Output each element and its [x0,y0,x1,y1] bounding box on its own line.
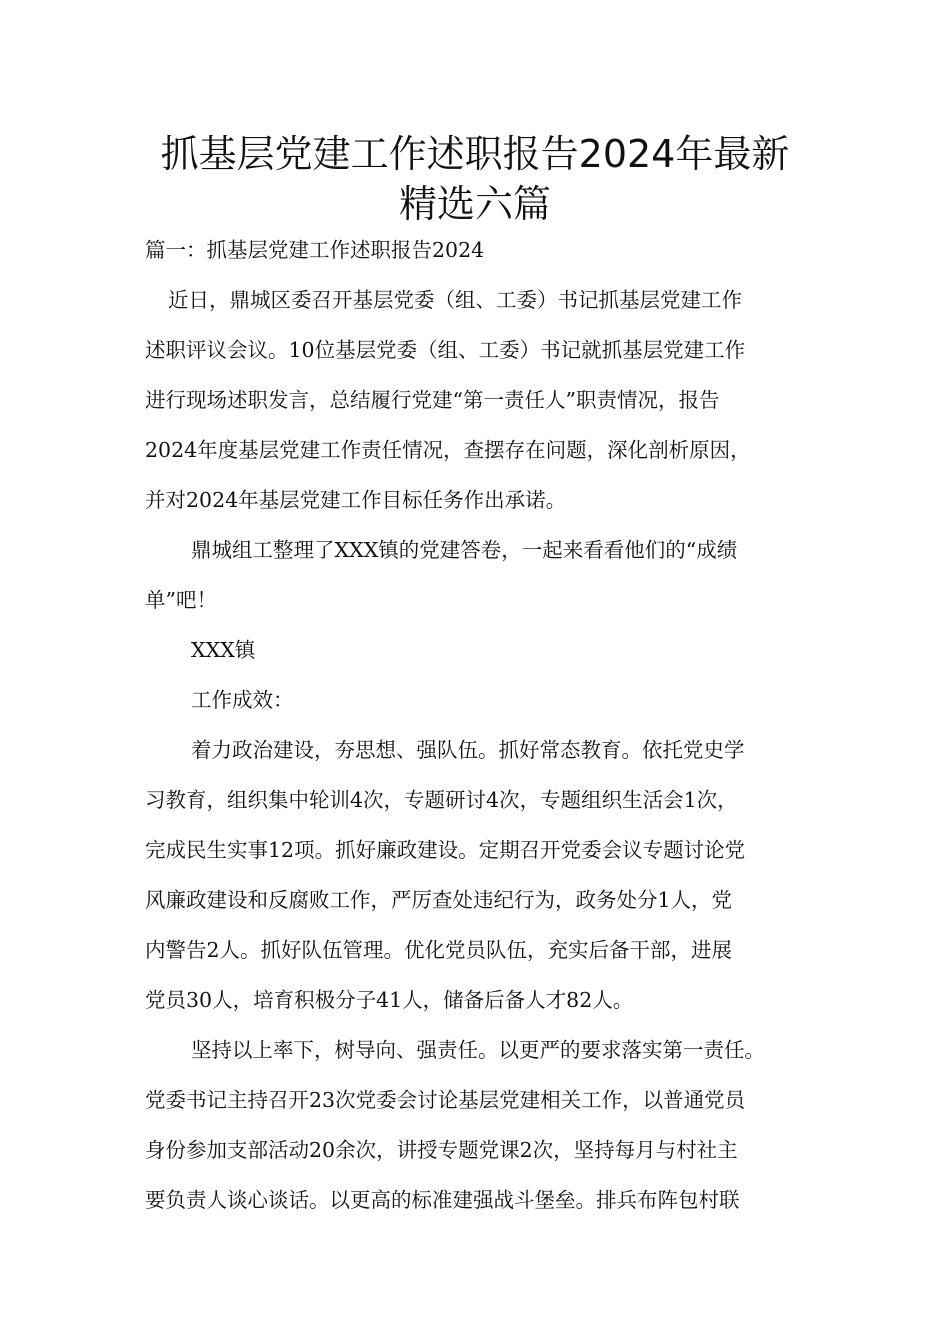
paragraph-line: 2024年度基层党建工作责任情况，查摆存在问题，深化剖析原因， [145,438,751,462]
paragraph-line: 风廉政建设和反腐败工作，严厉查处违纪行为，政务处分1人，党 [145,888,733,912]
paragraph-line: 内警告2人。抓好队伍管理。优化党员队伍，充实后备干部，进展 [145,938,733,962]
paragraph-line: 单”吧！ [145,588,217,612]
paragraph-line: 习教育，组织集中轮训4次，专题研讨4次，专题组织生活会1次， [145,788,738,812]
paragraph-line: 进行现场述职发言，总结履行党建“第一责任人”职责情况，报告 [145,388,720,412]
paragraph-line: 坚持以上率下，树导向、强责任。以更严的要求落实第一责任。 [191,1038,765,1062]
paragraph-line: 党员30人，培育积极分子41人，储备后备人才82人。 [145,988,634,1012]
document-title-line-2: 精选六篇 [398,182,551,226]
paragraph-line: 要负责人谈心谈话。以更高的标准建强战斗堡垒。排兵布阵包村联 [145,1188,740,1212]
section-heading: 篇一：抓基层党建工作述职报告2024 [145,238,485,262]
paragraph-line: 身份参加支部活动20余次，讲授专题党课2次，坚持每月与村社主 [145,1138,738,1162]
paragraph-line: 党委书记主持召开23次党委会讨论基层党建相关工作，以普通党员 [145,1088,746,1112]
subheading: 工作成效： [191,688,294,712]
paragraph-line: 近日，鼎城区委召开基层党委（组、工委）书记抓基层党建工作 [168,288,742,312]
town-name: XXX镇 [191,638,256,662]
paragraph-line: 述职评议会议。10位基层党委（组、工委）书记就抓基层党建工作 [145,338,746,362]
paragraph-line: 完成民生实事12项。抓好廉政建设。定期召开党委会议专题讨论党 [145,838,746,862]
paragraph-line: 着力政治建设，夯思想、强队伍。抓好常态教育。依托党史学 [191,738,745,762]
document-title-line-1: 抓基层党建工作述职报告2024年最新 [160,132,790,176]
paragraph-line: 鼎城组工整理了XXX镇的党建答卷，一起来看看他们的“成绩 [191,538,738,562]
paragraph-line: 并对2024年基层党建工作目标任务作出承诺。 [145,488,567,512]
